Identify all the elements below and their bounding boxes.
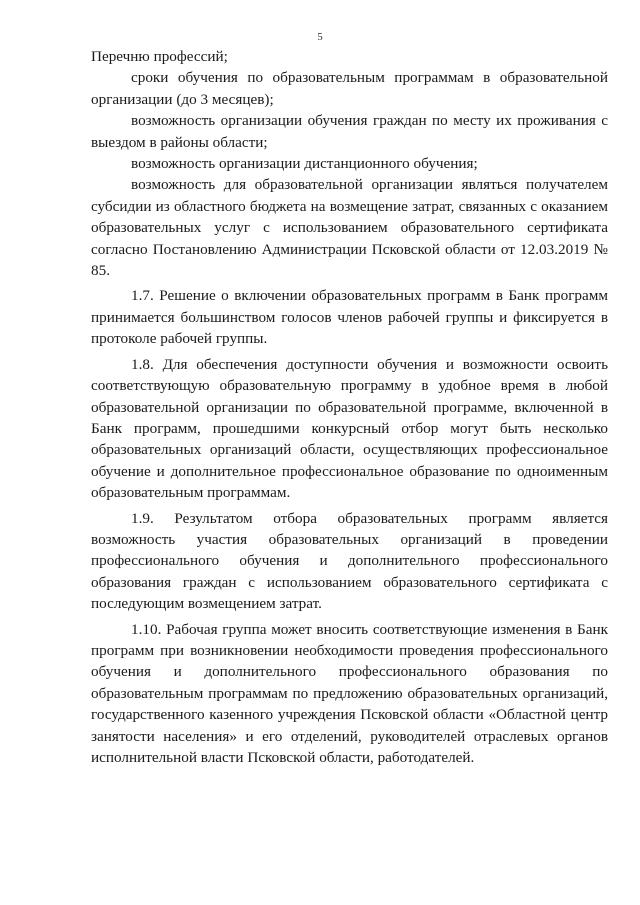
paragraph-1-7: 1.7. Решение о включении образовательных программ в Банк программ принимается большинством голосов членов рабочей группы и фиксируется в протоколе рабочей группы.: [91, 287, 608, 348]
paragraph-1-9: 1.9. Результатом отбора образовательных программ является возможность участия образовательных организаций в проведении профессионального обучения и дополнительного профессионального образования граждан с использованием образовательного сертификата с последующим возмещением затрат.: [91, 509, 608, 613]
paragraph-1-8: 1.8. Для обеспечения доступности обучения и возможности освоить соответствующую образовательную программу в удобное время в любой образовательной организации по образовательной программе, включенной в Банк программ, прошедшими конкурсный отбор могут быть несколько образовательных организаций области, осуществляющих профессиональное обучение и дополнительное профессиональное образование по одноименным образовательным программам.: [91, 355, 608, 502]
paragraph-training-duration: сроки обучения по образовательным программам в образовательной организации (до 3 месяцев);: [91, 69, 608, 108]
paragraph-list-continuation: Перечню профессий;: [91, 48, 228, 65]
paragraph-distance-learning: возможность организации дистанционного обучения;: [131, 155, 478, 173]
page-number: 5: [317, 31, 323, 43]
paragraph-1-10: 1.10. Рабочая группа может вносить соответствующие изменения в Банк программ при возникновении необходимости проведения профессионального обучения и дополнительного профессионального образования по образовательным программам по предложению образовательных организаций, государственного казенного учреждения Псковской области «Областной центр занятости населения» и его отделений, руководителей отраслевых органов исполнительной власти Псковской области, работодателей.: [91, 620, 608, 766]
paragraph-subsidy: возможность для образовательной организации являться получателем субсидии из областного бюджета на возмещение затрат, связанных с оказанием образовательных услуг с использованием образовательного сертификата согласно Постановлению Администрации Псковской области от 12.03.2019 № 85.: [91, 176, 608, 280]
document-body: [91, 46, 608, 768]
paragraph-regional-training: возможность организации обучения граждан по месту их проживания с выездом в районы области;: [91, 112, 608, 151]
